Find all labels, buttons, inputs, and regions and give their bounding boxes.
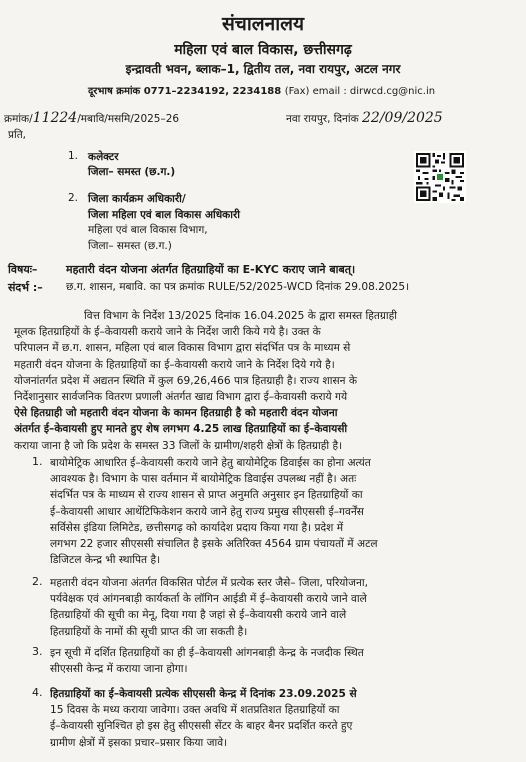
subject-label: विषयः–: [8, 263, 38, 276]
contact-line: दूरभाष क्रमांक 0771–2234192, 2234188 (Fax) email : dirwcd.cg@nic.in: [88, 86, 436, 97]
reference-number: क्रमांक/11224/मबावि/मसमि/2025–26: [4, 110, 180, 126]
recipient-1: कलेक्टर जिला– समस्त (छ.ग.): [88, 151, 176, 178]
office-title: संचालनालय: [221, 13, 305, 35]
recipient-number: 2.: [68, 192, 79, 204]
point-number: 1.: [32, 455, 43, 468]
reference-label: संदर्भ :–: [8, 281, 43, 294]
point-number: 3.: [32, 645, 43, 658]
subject-text: महतारी वंदन योजना अंतर्गत हितग्राहियों का E-KYC कराए जाने बाबत्।: [66, 263, 356, 276]
reference-text: छ.ग. शासन, मबावि. का पत्र क्रमांक RULE/52/2025-WCD दिनांक 29.08.2025।: [66, 281, 410, 293]
point-number: 4.: [32, 686, 43, 699]
recipient-2: जिला कार्यक्रम अधिकारी/ जिला महिला एवं बाल विकास अधिकारी महिला एवं बाल विकास विभाग, जिला– समस्त (छ.ग.): [88, 193, 240, 252]
point-3: इन सूची में दर्शित हितग्राहियों का ही ई–केवायसी आंगनबाड़ी केन्द्र के नजदीक स्थित सीएससी केन्द्र में कराया जाना होगा।: [50, 647, 364, 676]
office-address: इन्द्रावती भवन, ब्लाक–1, द्वितीय तल, नवा रायपुर, अटल नगर: [125, 62, 401, 76]
qr-code: [414, 151, 466, 203]
point-4: हितग्राहियों का ई–केवायसी प्रत्येक सीएससी केन्द्र में दिनांक 23.09.2025 से 15 दिवस के मध्य कराया जावेगा। उक्त अवधि में शतप्रतिशत हितग्राहियों का ई–केवायसी सुनिश्चित हो इस हेतु सीएससी सेंटर के बाहर बैनर प्रदर्शित करते हुए ग्रामीण क्षेत्रों में इसका प्रचार–प्रसार किया जावे।: [50, 688, 357, 749]
prati-label: प्रति,: [8, 129, 27, 141]
point-number: 2.: [32, 575, 43, 588]
recipient-number: 1.: [68, 150, 79, 162]
point-2: महतारी वंदन योजना अंतर्गत विकसित पोर्टल में प्रत्येक स्तर जैसे– जिला, परियोजना, पर्यवेक्षक एवं आंगनबाड़ी कार्यकर्ता के लॉगिन आईडी में ई–केवायसी कराये जाने वाले हितग्राहियों की सूची का मेनू, दिया गया है जहां से ई–केवायसी कराये जाने वाले हितग्राहियों के नामों की सूची प्राप्त की जा सकती है।: [50, 577, 369, 638]
department-title: महिला एवं बाल विकास, छत्तीसगढ़: [174, 42, 352, 58]
letter-date: नवा रायपुर, दिनांक 22/09/2025: [286, 110, 443, 126]
point-1: बायोमेट्रिक आधारित ई–केवायसी कराये जाने हेतु बायोमेट्रिक डिवाईस का होना अत्यंत आवश्यक है। विभाग के पास वर्तमान में बायोमेट्रिक डिवाईस उपलब्ध नहीं है। अतः संदर्भित पत्र के माध्यम से राज्य शासन से प्राप्त अनुमति अनुसार इन हितग्राहियों का ई–केवायसी आधार आथेंटिफिकेशन कराये जाने हेतु राज्य प्रमुख सीएससी ई–गवर्नेंस सर्विसेस इंडिया लिमिटेड, छत्तीसगढ़ को कार्यादेश प्रदाय किया गया है। प्रदेश में लगभग 22 हजार सीएससी संचालित है इसके अतिरिक्त 4564 ग्राम पंचायतों में अटल डिजिटल केन्द्र भी स्थापित है।: [50, 457, 378, 567]
main-paragraph: वित्त विभाग के निर्देश 13/2025 दिनांक 16.04.2025 के द्वारा समस्त हितग्राही मूलक हितग्राहियों के ई–केवायसी कराये जाने के निर्देश जारी किये गये है। उक्त के परिपालन में छ.ग. शासन, महिला एवं बाल विकास विभाग द्वारा संदर्भित पत्र के माध्यम से महतारी वंदन योजना के हितग्राहियों का ई–केवायसी कराये जाने के निर्देश दिये गये है। योजनांतर्गत प्रदेश में अद्यतन स्थिति में कुल 69,26,466 पात्र हितग्राही है। राज्य शासन के निर्देशानुसार सार्वजनिक वितरण प्रणाली अंतर्गत खाद्य विभाग द्वारा ई–केवायसी कराये गये ऐसे हितग्राही जो महतारी वंदन योजना के कामन हितग्राही है को महतारी वंदन योजना अंतर्गत ई–केवायसी हुए मानते हुए शेष लगभग 4.25 लाख हितग्राहियों का ई–केवायसी कराया जाना है जो कि प्रदेश के समस्त 33 जिलों के ग्रामीण/शहरी क्षेत्रों के हितग्राही है।: [14, 310, 397, 452]
